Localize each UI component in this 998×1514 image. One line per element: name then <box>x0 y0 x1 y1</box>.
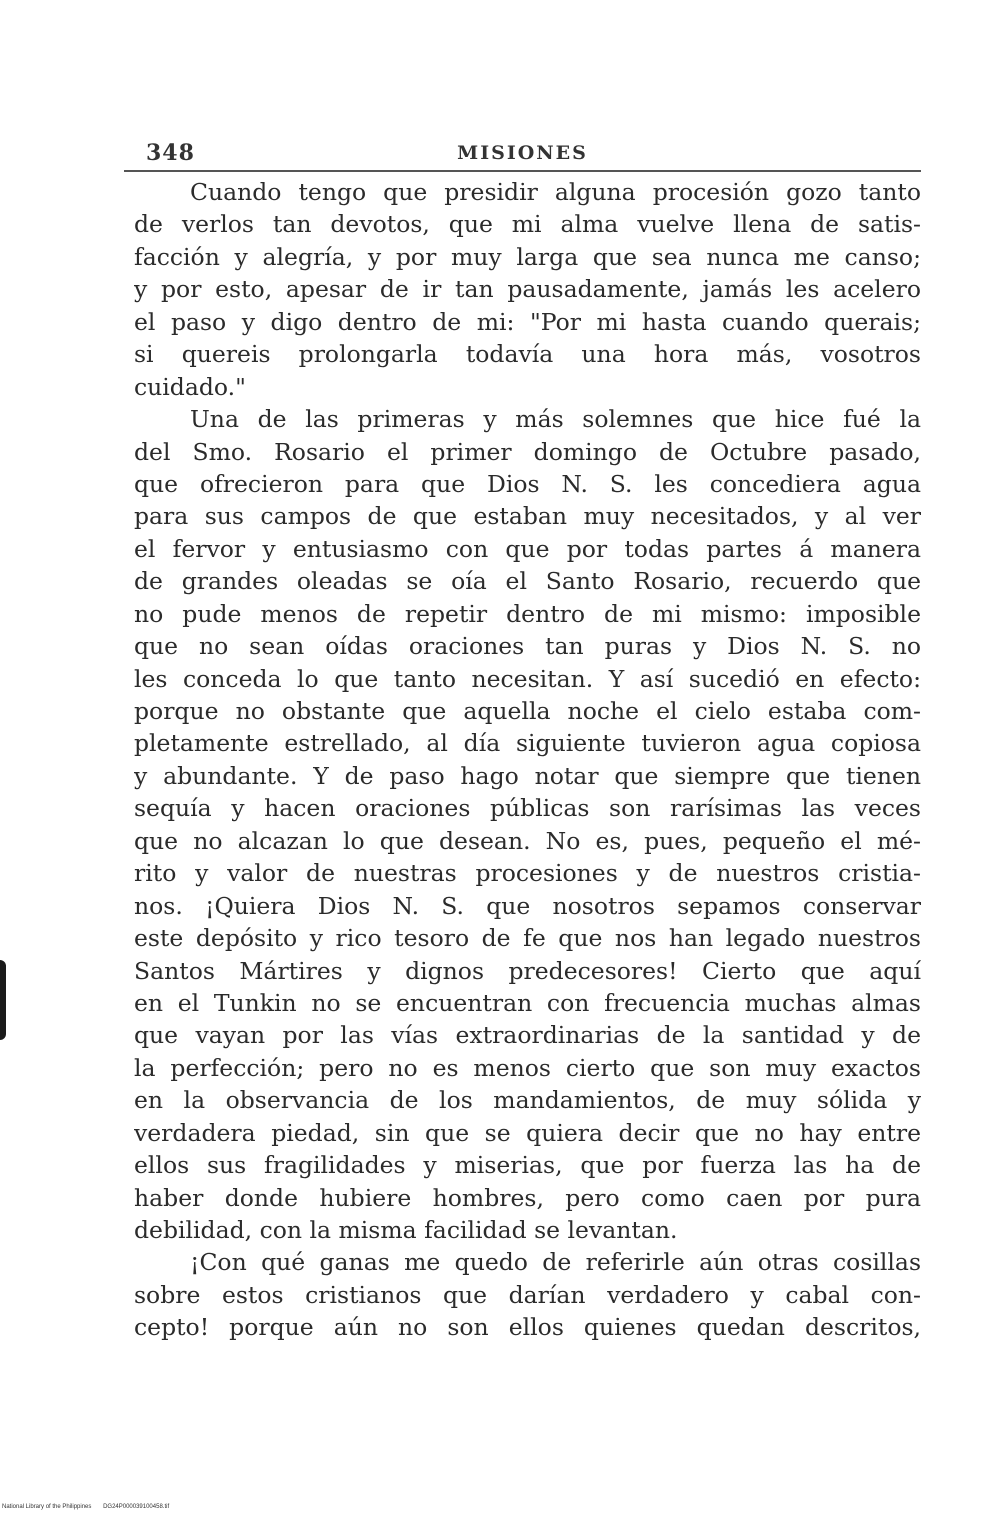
text-line: el paso y digo dentro de mi: "Por mi hasta cuando querais; <box>134 307 921 336</box>
text-line: de grandes oleadas se oía el Santo Rosario, recuerdo que <box>134 567 921 596</box>
text-line: la perfección; pero no es menos cierto que son muy exactos <box>134 1053 921 1082</box>
text-line: Santos Mártires y dignos predecesores! Cierto que aquí <box>134 956 921 985</box>
text-line: del Smo. Rosario el primer domingo de Octubre pasado, <box>134 437 921 466</box>
text-line: Cuando tengo que presidir alguna procesión gozo tanto <box>190 178 921 206</box>
text-line: y por esto, apesar de ir tan pausadamente, jamás les acelero <box>134 275 921 304</box>
text-line: cuidado." <box>134 372 246 401</box>
text-line: haber donde hubiere hombres, pero como caen por pura <box>134 1183 921 1212</box>
footer-library: National Library of the Philippines <box>2 1504 92 1510</box>
text-line: que no sean oídas oraciones tan puras y Dios N. S. no <box>134 632 921 661</box>
text-line: sequía y hacen oraciones públicas son rarísimas las veces <box>134 794 921 823</box>
scan-edge-mark <box>0 960 6 1040</box>
text-line: en la observancia de los mandamientos, de muy sólida y <box>134 1086 921 1115</box>
page-number: 348 <box>146 140 195 166</box>
text-line: porque no obstante que aquella noche el cielo estaba com- <box>134 697 921 725</box>
text-line: para sus campos de que estaban muy necesitados, y al ver <box>134 502 921 531</box>
text-line: Una de las primeras y más solemnes que hice fué la <box>190 405 921 434</box>
text-line: el fervor y entusiasmo con que por todas partes á manera <box>134 534 921 563</box>
page-header <box>124 136 921 172</box>
text-line: verdadera piedad, sin que se quiera decir que no hay entre <box>134 1118 921 1147</box>
running-title: MISIONES <box>457 142 588 164</box>
text-line: nos. ¡Quiera Dios N. S. que nosotros sepamos conservar <box>134 891 921 920</box>
text-line: en el Tunkin no se encuentran con frecuencia muchas almas <box>134 988 921 1017</box>
text-line: si quereis prolongarla todavía una hora más, vosotros <box>134 340 921 369</box>
text-line: de verlos tan devotos, que mi alma vuelve llena de satis- <box>134 210 921 239</box>
text-line: este depósito y rico tesoro de fe que nos han legado nuestros <box>134 924 921 953</box>
text-line: sobre estos cristianos que darían verdadero y cabal con- <box>134 1280 921 1309</box>
text-line: no pude menos de repetir dentro de mi mismo: imposible <box>134 599 921 628</box>
body-text <box>134 176 921 1344</box>
text-line: pletamente estrellado, al día siguiente tuvieron agua copiosa <box>134 729 921 758</box>
scan-footer <box>2 1504 179 1510</box>
text-line: que ofrecieron para que Dios N. S. les concediera agua <box>134 469 921 498</box>
text-line: ¡Con qué ganas me quedo de referirle aún otras cosillas <box>190 1248 921 1277</box>
text-line: les conceda lo que tanto necesitan. Y así sucedió en efecto: <box>134 664 921 693</box>
text-line: debilidad, con la misma facilidad se levantan. <box>134 1216 678 1244</box>
text-line: que vayan por las vías extraordinarias de la santidad y de <box>134 1021 921 1050</box>
text-line: que no alcazan lo que desean. No es, pues, pequeño el mé- <box>134 826 921 855</box>
text-line: ellos sus fragilidades y miserias, que por fuerza las ha de <box>134 1151 921 1180</box>
text-line: cepto! porque aún no son ellos quienes quedan descritos, <box>134 1313 921 1342</box>
text-line: y abundante. Y de paso hago notar que siempre que tienen <box>134 761 921 790</box>
text-line: facción y alegría, y por muy larga que sea nunca me canso; <box>134 242 921 271</box>
text-line: rito y valor de nuestras procesiones y de nuestros cristia- <box>134 859 921 888</box>
footer-code: DG24P000039100458.tif <box>103 1504 170 1510</box>
